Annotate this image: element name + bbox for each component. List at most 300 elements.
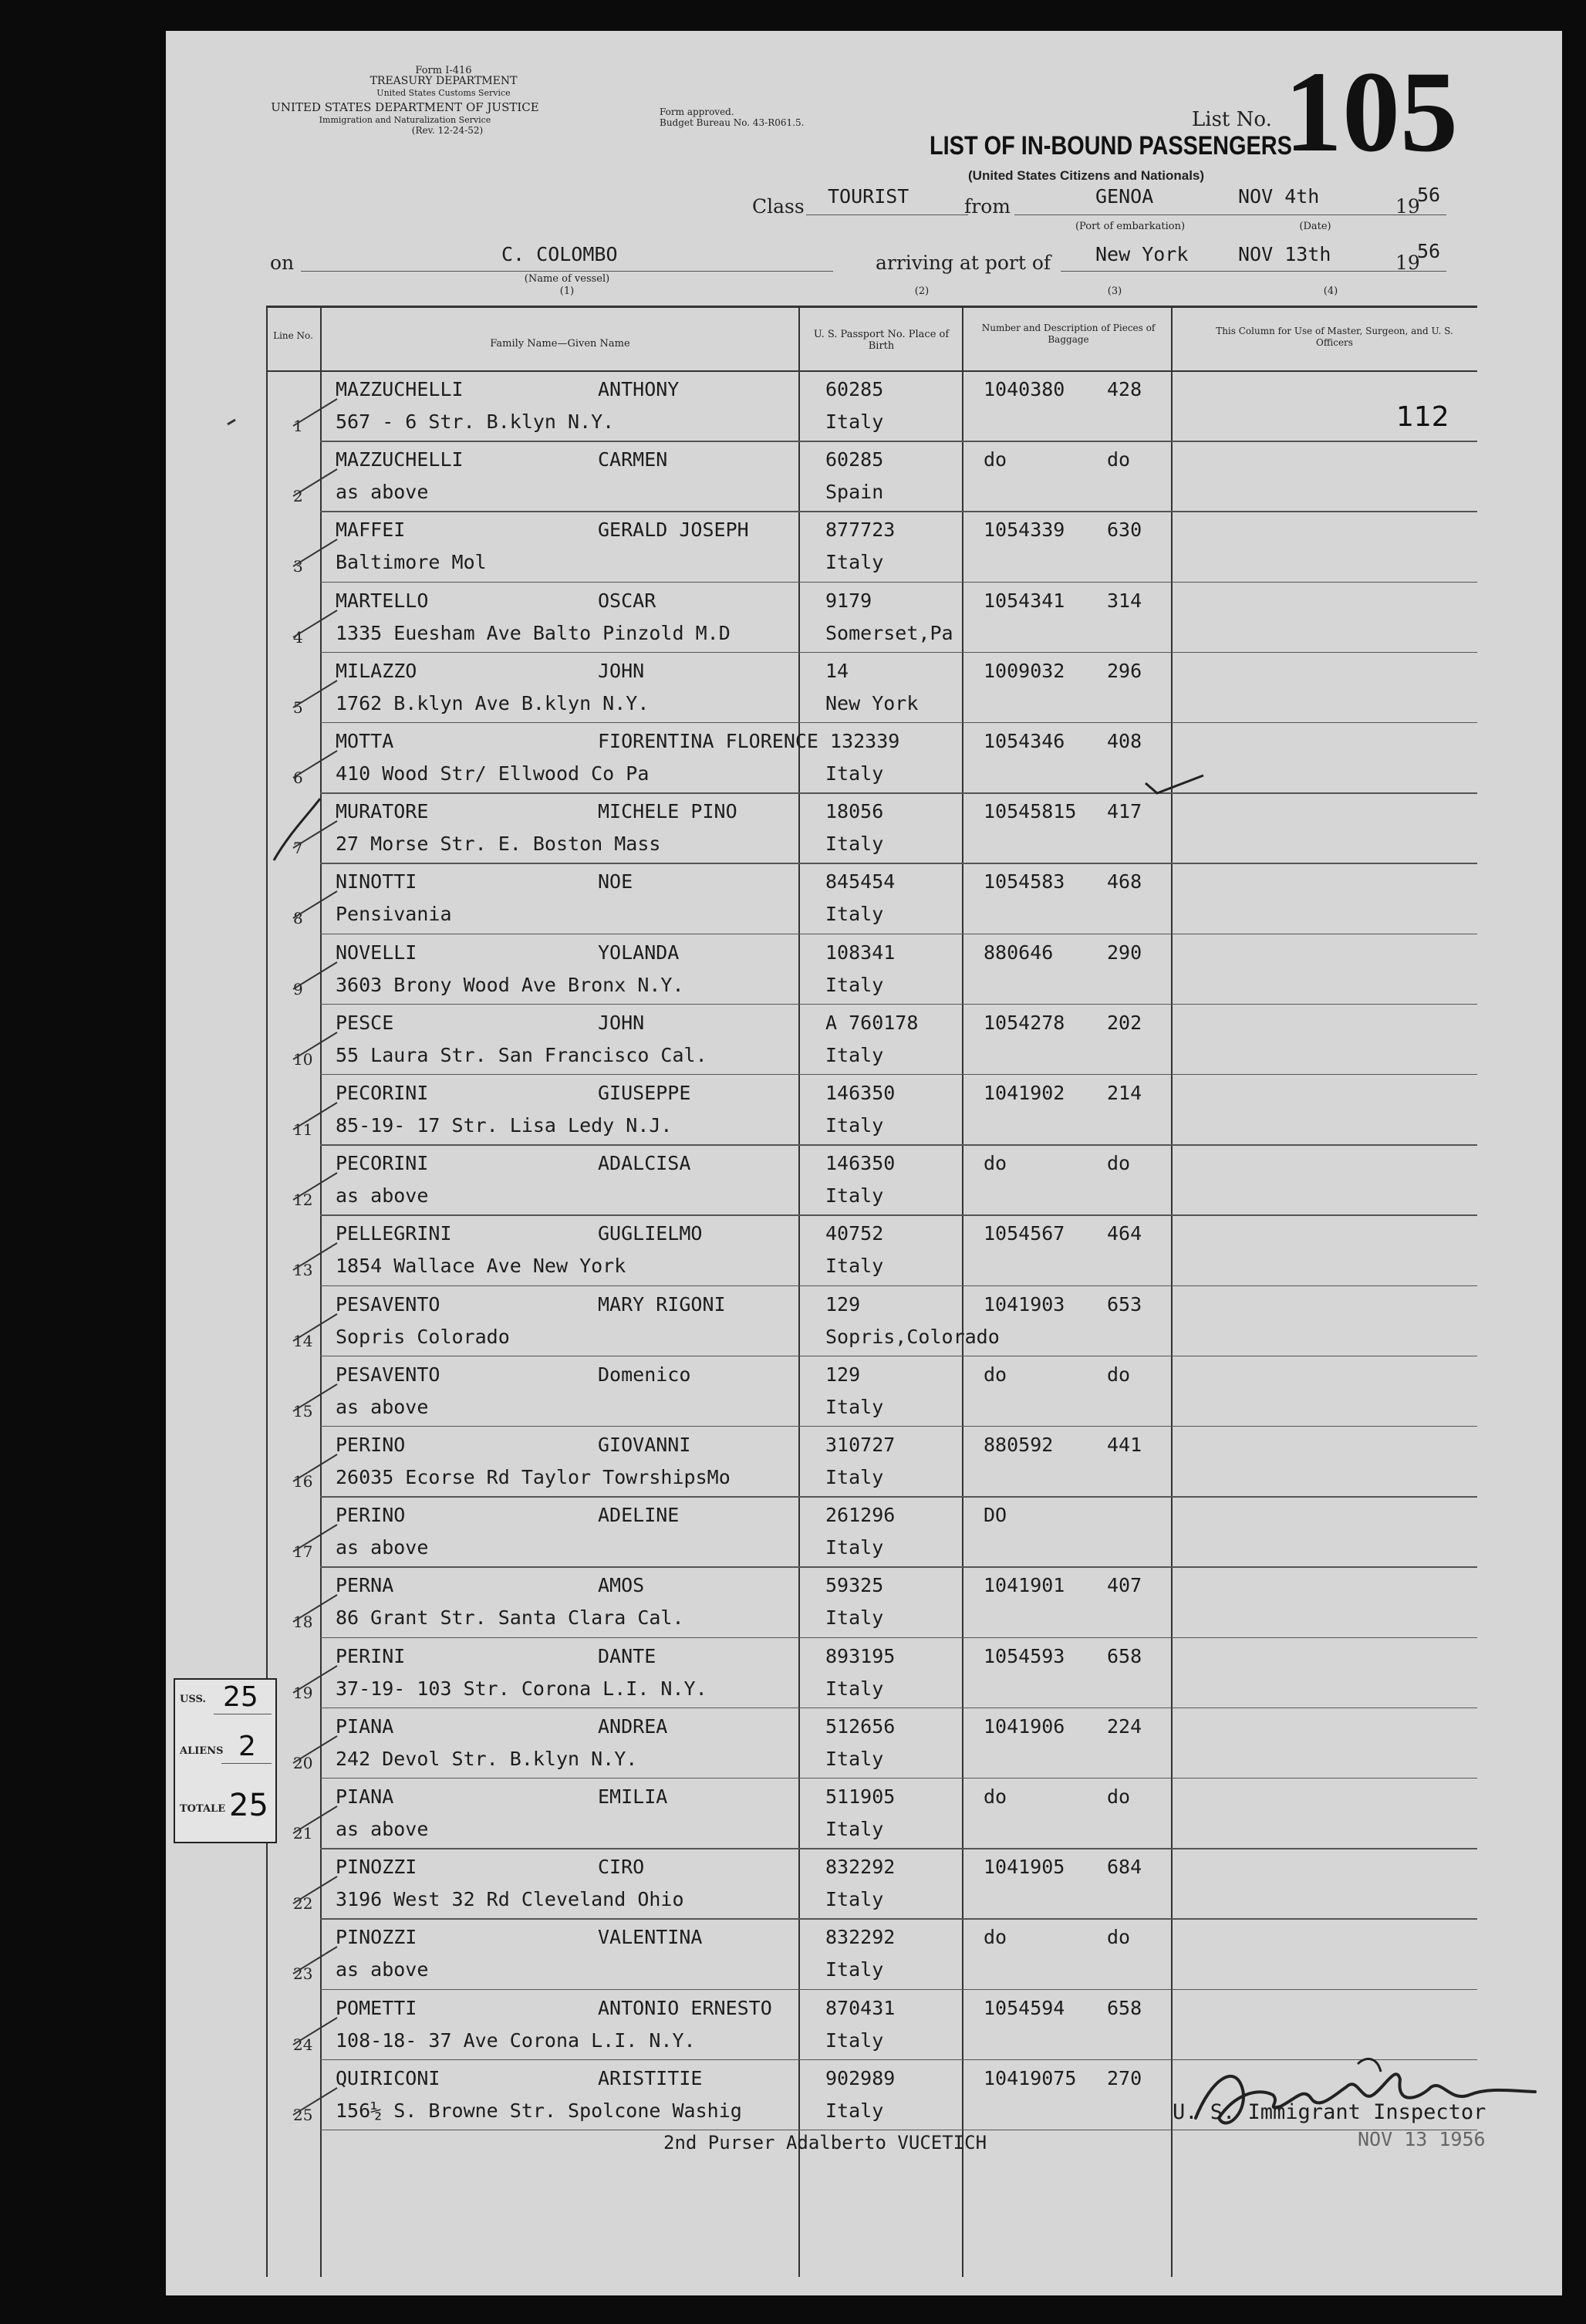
line-number: 8 xyxy=(293,909,303,928)
line-number: 6 xyxy=(293,768,303,787)
address: as above xyxy=(336,1184,429,1208)
line-number: 19 xyxy=(293,1683,313,1702)
family-name: PERINI xyxy=(336,1644,406,1667)
given-name: OSCAR xyxy=(598,589,656,612)
officer-note: 112 xyxy=(1396,401,1449,433)
check-tick-icon xyxy=(289,735,343,789)
check-tick-icon xyxy=(289,524,343,578)
passport-number: 511905 xyxy=(825,1785,896,1808)
baggage-pieces: do xyxy=(1107,1926,1131,1949)
given-name: GIOVANNI xyxy=(598,1434,691,1456)
tally-aliens-value: 2 xyxy=(238,1731,256,1762)
baggage-pieces: 224 xyxy=(1107,1714,1142,1738)
birth-place: Italy xyxy=(825,762,884,785)
list-no-label: List No. xyxy=(1192,108,1272,131)
line-number: 15 xyxy=(293,1401,313,1420)
line-number: 16 xyxy=(293,1472,313,1491)
check-tick-icon xyxy=(289,1017,343,1071)
check-tick-icon xyxy=(289,1931,343,1985)
family-name: NOVELLI xyxy=(336,941,417,964)
address: 37-19- 103 Str. Corona L.I. N.Y. xyxy=(336,1677,707,1700)
passport-number: 512656 xyxy=(825,1714,896,1738)
baggage-number: 1041905 xyxy=(984,1856,1065,1879)
col-header-baggage: Number and Description of Pieces of Baggage xyxy=(981,323,1156,345)
address: Pensivania xyxy=(336,903,452,926)
passport-number: 310727 xyxy=(825,1434,896,1456)
line-number: 22 xyxy=(293,1894,313,1914)
customs-service: United States Customs Service xyxy=(376,88,511,98)
justice-dept: UNITED STATES DEPARTMENT OF JUSTICE xyxy=(271,100,539,114)
family-name: PINOZZI xyxy=(336,1856,417,1879)
vessel-num: (1) xyxy=(559,285,575,297)
address: 1762 B.klyn Ave B.klyn N.Y. xyxy=(336,691,650,714)
arriving-label: arriving at port of xyxy=(876,252,1051,274)
arriving-underline xyxy=(1061,271,1446,272)
vessel-name: C. COLOMBO xyxy=(501,243,618,265)
address: as above xyxy=(336,1958,429,1981)
line-number: 21 xyxy=(293,1824,313,1843)
check-tick-icon xyxy=(289,1228,343,1282)
baggage-number: 1054583 xyxy=(984,870,1065,893)
table-row xyxy=(166,1287,1562,1357)
check-tick-icon xyxy=(289,947,343,1001)
table-row xyxy=(166,1568,1562,1638)
from-label: from xyxy=(964,195,1011,218)
birth-place: Italy xyxy=(825,1114,884,1137)
address: 242 Devol Str. B.klyn N.Y. xyxy=(336,1747,638,1770)
family-name: PESAVENTO xyxy=(336,1363,440,1386)
line-number: 14 xyxy=(293,1331,313,1350)
table-row xyxy=(166,1357,1562,1427)
passport-number: 59325 xyxy=(825,1574,884,1597)
birth-place: Italy xyxy=(825,2028,884,2052)
table-row xyxy=(166,1005,1562,1076)
baggage-number: 1041906 xyxy=(984,1714,1065,1738)
given-name: CARMEN xyxy=(598,448,668,471)
address: 3196 West 32 Rd Cleveland Ohio xyxy=(336,1888,684,1911)
birth-place: Italy xyxy=(825,1043,884,1066)
baggage-number: do xyxy=(984,448,1007,471)
address: Baltimore Mol xyxy=(336,551,487,574)
table-row xyxy=(166,1498,1562,1568)
passport-number: 40752 xyxy=(825,1222,884,1245)
given-name: CIRO xyxy=(598,1856,645,1879)
tally-aliens-line xyxy=(221,1763,272,1764)
family-name: MOTTA xyxy=(336,730,394,752)
line-number: 25 xyxy=(293,2105,313,2124)
tally-uss-label: USS. xyxy=(180,1694,206,1705)
manifest-sheet xyxy=(166,31,1562,2295)
passport-number: 893195 xyxy=(825,1644,896,1667)
baggage-number: 1040380 xyxy=(984,378,1065,400)
birth-place: Spain xyxy=(825,481,884,504)
tally-total-label: TOTALE xyxy=(180,1803,226,1815)
check-tick-icon xyxy=(289,1369,343,1423)
birth-place: Italy xyxy=(825,903,884,926)
on-label: on xyxy=(270,252,295,274)
given-name: Domenico xyxy=(598,1363,691,1386)
family-name: MURATORE xyxy=(336,800,429,823)
check-tick-icon xyxy=(289,1157,343,1211)
passport-number: 129 xyxy=(825,1363,861,1386)
address: 86 Grant Str. Santa Clara Cal. xyxy=(336,1606,684,1630)
address: as above xyxy=(336,1536,429,1559)
birth-place: Italy xyxy=(825,551,884,574)
year-prefix-2: 19 xyxy=(1395,252,1420,274)
tally-total-value: 25 xyxy=(229,1788,268,1823)
address: as above xyxy=(336,481,429,504)
tally-aliens-label: ALIENS xyxy=(180,1745,224,1757)
check-tick-icon xyxy=(289,1579,343,1633)
baggage-pieces: 417 xyxy=(1107,800,1142,823)
baggage-pieces: 630 xyxy=(1107,519,1142,542)
address: 410 Wood Str/ Ellwood Co Pa xyxy=(336,762,650,785)
baggage-number: 1054567 xyxy=(984,1222,1065,1245)
baggage-pieces: 441 xyxy=(1107,1434,1142,1456)
family-name: MARTELLO xyxy=(336,589,429,612)
family-name: NINOTTI xyxy=(336,870,417,893)
baggage-number: 10419075 xyxy=(984,2066,1077,2089)
baggage-pieces: do xyxy=(1107,1785,1131,1808)
baggage-pieces: 658 xyxy=(1107,1996,1142,2019)
family-name: PIANA xyxy=(336,1785,394,1808)
birth-place: Italy xyxy=(825,1818,884,1840)
baggage-number: 1054593 xyxy=(984,1644,1065,1667)
birth-place: Italy xyxy=(825,1888,884,1911)
baggage-pieces: 468 xyxy=(1107,870,1142,893)
table-row xyxy=(166,1709,1562,1779)
col-header-officers: This Column for Use of Master, Surgeon, and U. S. Officers xyxy=(1216,326,1453,348)
baggage-pieces: 296 xyxy=(1107,659,1142,682)
table-row xyxy=(166,583,1562,654)
birth-place: Italy xyxy=(825,1395,884,1418)
address: 27 Morse Str. E. Boston Mass xyxy=(336,833,661,856)
ins-service: Immigration and Naturalization Service xyxy=(319,115,491,125)
embarkation-caption: (Port of embarkation) xyxy=(1075,221,1186,232)
birth-place: Somerset,Pa xyxy=(825,621,953,644)
table-top-border xyxy=(266,306,1477,308)
baggage-number: DO xyxy=(984,1504,1007,1527)
given-name: ARISTITIE xyxy=(598,2066,703,2089)
check-tick-icon xyxy=(289,1439,343,1493)
given-name: DANTE xyxy=(598,1644,656,1667)
check-tick-icon xyxy=(289,806,343,860)
passport-number: 832292 xyxy=(825,1856,896,1879)
baggage-pieces: 290 xyxy=(1107,941,1142,964)
form-number: Form I-416 xyxy=(415,65,472,76)
baggage-pieces: 464 xyxy=(1107,1222,1142,1245)
page-subtitle: (United States Citizens and Nationals) xyxy=(968,168,1205,183)
date-num: (4) xyxy=(1323,285,1338,297)
passport-number: 60285 xyxy=(825,448,884,471)
line-number: 5 xyxy=(293,698,303,717)
given-name: ADALCISA xyxy=(598,1152,691,1175)
family-name: POMETTI xyxy=(336,1996,417,2019)
line-number: 12 xyxy=(293,1191,313,1210)
inspector-title: U. S. Immigrant Inspector xyxy=(1173,2100,1486,2124)
table-row xyxy=(166,1076,1562,1146)
check-tick-icon xyxy=(289,2072,343,2126)
given-name: MARY RIGONI xyxy=(598,1292,726,1316)
given-name: AMOS xyxy=(598,1574,645,1597)
baggage-number: 1041903 xyxy=(984,1292,1065,1316)
year-prefix-1: 19 xyxy=(1395,195,1420,218)
passport-number: 877723 xyxy=(825,519,896,542)
baggage-pieces: 314 xyxy=(1107,589,1142,612)
table-row xyxy=(166,724,1562,794)
tally-uss-value: 25 xyxy=(223,1681,258,1713)
family-name: PERINO xyxy=(336,1504,406,1527)
baggage-pieces: do xyxy=(1107,448,1131,471)
baggage-pieces: 202 xyxy=(1107,1011,1142,1034)
line-number: 17 xyxy=(293,1542,313,1562)
port-num: (3) xyxy=(1107,285,1122,297)
baggage-number: do xyxy=(984,1926,1007,1949)
passport-number: 129 xyxy=(825,1292,861,1316)
birth-place: New York xyxy=(825,691,919,714)
passport-number: 60285 xyxy=(825,378,884,400)
address: Sopris Colorado xyxy=(336,1325,510,1348)
birth-place: Italy xyxy=(825,1747,884,1770)
family-name: MILAZZO xyxy=(336,659,417,682)
baggage-pieces: do xyxy=(1107,1152,1131,1175)
form-approved: Form approved. xyxy=(660,106,734,117)
line-number: 1 xyxy=(293,417,303,435)
baggage-number: 1041901 xyxy=(984,1574,1065,1597)
table-row xyxy=(166,654,1562,724)
address: 85-19- 17 Str. Lisa Ledy N.J. xyxy=(336,1114,673,1137)
col-header-passport: U. S. Passport No. Place of Birth xyxy=(813,329,950,352)
col-header-name: Family Name—Given Name xyxy=(490,338,630,350)
given-name: GUGLIELMO xyxy=(598,1222,703,1245)
family-name: PINOZZI xyxy=(336,1926,417,1949)
table-row xyxy=(166,794,1562,864)
family-name: MAZZUCHELLI xyxy=(336,448,464,471)
address: 156½ S. Browne Str. Spolcone Washig xyxy=(336,2099,742,2122)
check-tick-icon xyxy=(289,454,343,508)
birth-place: Italy xyxy=(825,1606,884,1630)
birth-place: Italy xyxy=(825,1677,884,1700)
baggage-pieces: 408 xyxy=(1107,730,1142,752)
table-row xyxy=(166,935,1562,1005)
given-name: MICHELE PINO xyxy=(598,800,737,823)
family-name: MAZZUCHELLI xyxy=(336,378,464,400)
given-name: YOLANDA xyxy=(598,941,680,964)
purser-name: 2nd Purser Adalberto VUCETICH xyxy=(663,2132,987,2153)
check-tick-icon xyxy=(289,1650,343,1704)
table-row xyxy=(166,442,1562,512)
passport-number: 870431 xyxy=(825,1996,896,2019)
arrival-date: NOV 13th xyxy=(1238,243,1331,265)
birth-place: Italy xyxy=(825,833,884,856)
family-name: MAFFEI xyxy=(336,519,406,542)
check-tick-icon xyxy=(289,876,343,930)
family-name: PECORINI xyxy=(336,1152,429,1175)
baggage-pieces: 407 xyxy=(1107,1574,1142,1597)
address: 1854 Wallace Ave New York xyxy=(336,1255,626,1278)
passport-number: 902989 xyxy=(825,2066,896,2089)
check-tick-icon xyxy=(289,1509,343,1563)
family-name: PESAVENTO xyxy=(336,1292,440,1316)
baggage-pieces: 658 xyxy=(1107,1644,1142,1667)
baggage-pieces: 653 xyxy=(1107,1292,1142,1316)
passport-number: 108341 xyxy=(825,941,896,964)
birth-place: Italy xyxy=(825,1184,884,1208)
birth-place: Italy xyxy=(825,973,884,996)
given-name: JOHN xyxy=(598,1011,645,1034)
birth-place: Italy xyxy=(825,410,884,433)
departure-year: 56 xyxy=(1417,184,1441,206)
check-tick-icon xyxy=(289,383,343,437)
check-tick-icon xyxy=(289,665,343,719)
arriving-num: (2) xyxy=(914,285,930,297)
given-name: VALENTINA xyxy=(598,1926,703,1949)
baggage-pieces: 270 xyxy=(1107,2066,1142,2089)
table-row xyxy=(166,1779,1562,1849)
family-name: PERNA xyxy=(336,1574,394,1597)
birth-place: Italy xyxy=(825,1466,884,1488)
baggage-pieces: 684 xyxy=(1107,1856,1142,1879)
family-name: PELLEGRINI xyxy=(336,1222,452,1245)
given-name: FIORENTINA FLORENCE 132339 xyxy=(598,730,900,752)
table-row xyxy=(166,864,1562,934)
check-tick-icon xyxy=(289,1791,343,1845)
class-value: TOURIST xyxy=(828,185,909,208)
check-tick-icon xyxy=(289,1087,343,1141)
passport-number: A 760178 xyxy=(825,1011,919,1034)
arrival-port: New York xyxy=(1095,243,1189,265)
line-number: 20 xyxy=(293,1753,313,1772)
table-row xyxy=(166,1639,1562,1709)
table-row xyxy=(166,1216,1562,1286)
check-tick-icon xyxy=(289,1299,343,1353)
passport-number: 845454 xyxy=(825,870,896,893)
line-number: 13 xyxy=(293,1261,313,1280)
tally-box xyxy=(174,1678,277,1843)
family-name: PIANA xyxy=(336,1714,394,1738)
address: as above xyxy=(336,1818,429,1840)
col-header-line: Line No. xyxy=(273,330,313,341)
passport-number: 146350 xyxy=(825,1082,896,1104)
line-number: 3 xyxy=(293,557,303,576)
family-name: PERINO xyxy=(336,1434,406,1456)
line-number: 24 xyxy=(293,2035,313,2054)
list-number: 105 xyxy=(1284,48,1458,176)
table-row xyxy=(166,372,1562,442)
line-number: 23 xyxy=(293,1964,313,1984)
baggage-number: 1054594 xyxy=(984,1996,1065,2019)
address: 3603 Brony Wood Ave Bronx N.Y. xyxy=(336,973,684,996)
treasury-dept: TREASURY DEPARTMENT xyxy=(370,75,518,87)
table-row xyxy=(166,1920,1562,1990)
given-name: GIUSEPPE xyxy=(598,1082,691,1104)
passport-number: 18056 xyxy=(825,800,884,823)
table-row xyxy=(166,1146,1562,1216)
given-name: GERALD JOSEPH xyxy=(598,519,749,542)
birth-place: Sopris,Colorado xyxy=(825,1325,1000,1348)
birth-place: Italy xyxy=(825,2099,884,2122)
baggage-pieces: do xyxy=(1107,1363,1131,1386)
budget-bureau: Budget Bureau No. 43-R061.5. xyxy=(660,117,805,128)
baggage-number: do xyxy=(984,1152,1007,1175)
check-tick-icon xyxy=(289,595,343,649)
given-name: ADELINE xyxy=(598,1504,680,1527)
address: 1335 Euesham Ave Balto Pinzold M.D xyxy=(336,621,731,644)
check-tick-icon xyxy=(289,1861,343,1915)
birth-place: Italy xyxy=(825,1958,884,1981)
passport-number: 832292 xyxy=(825,1926,896,1949)
vessel-caption: (Name of vessel) xyxy=(524,273,610,285)
baggage-pieces: 214 xyxy=(1107,1082,1142,1104)
check-tick-icon xyxy=(289,2002,343,2056)
family-name: PESCE xyxy=(336,1011,394,1034)
departure-date: NOV 4th xyxy=(1238,185,1320,208)
table-row xyxy=(166,512,1562,583)
arrival-year: 56 xyxy=(1417,240,1441,262)
line-number: 10 xyxy=(293,1049,313,1069)
baggage-pieces: 428 xyxy=(1107,378,1142,400)
form-revision: (Rev. 12-24-52) xyxy=(411,125,484,136)
family-name: QUIRICONI xyxy=(336,2066,440,2089)
class-underline xyxy=(806,214,968,215)
address: as above xyxy=(336,1395,429,1418)
baggage-number: 1054339 xyxy=(984,519,1065,542)
baggage-number: 1054346 xyxy=(984,730,1065,752)
date-caption: (Date) xyxy=(1299,221,1331,232)
address: 55 Laura Str. San Francisco Cal. xyxy=(336,1043,707,1066)
line-number: 9 xyxy=(293,979,303,998)
address: 567 - 6 Str. B.klyn N.Y. xyxy=(336,410,615,433)
given-name: JOHN xyxy=(598,659,645,682)
from-underline xyxy=(1014,214,1446,215)
passport-number: 14 xyxy=(825,659,849,682)
baggage-number: 10545815 xyxy=(984,800,1077,823)
line-number: 18 xyxy=(293,1613,313,1632)
given-name: ANTHONY xyxy=(598,378,680,400)
baggage-number: do xyxy=(984,1363,1007,1386)
given-name: NOE xyxy=(598,870,633,893)
baggage-number: 1054341 xyxy=(984,589,1065,612)
birth-place: Italy xyxy=(825,1536,884,1559)
class-label: Class xyxy=(752,195,805,218)
embarkation-port: GENOA xyxy=(1095,185,1154,208)
line-number: 2 xyxy=(293,487,303,506)
given-name: ANDREA xyxy=(598,1714,668,1738)
line-number: 7 xyxy=(293,839,303,858)
inspector-stamp-date: NOV 13 1956 xyxy=(1358,2128,1486,2150)
passport-number: 9179 xyxy=(825,589,872,612)
baggage-number: 1009032 xyxy=(984,659,1065,682)
passport-number: 261296 xyxy=(825,1504,896,1527)
line-number: 11 xyxy=(293,1120,313,1139)
given-name: EMILIA xyxy=(598,1785,668,1808)
check-tick-icon xyxy=(289,1721,343,1775)
given-name: ANTONIO ERNESTO xyxy=(598,1996,772,2019)
address: 108-18- 37 Ave Corona L.I. N.Y. xyxy=(336,2028,696,2052)
baggage-number: 880646 xyxy=(984,941,1054,964)
family-name: PECORINI xyxy=(336,1082,429,1104)
address: 26035 Ecorse Rd Taylor TowrshipsMo xyxy=(336,1466,731,1488)
table-row xyxy=(166,1427,1562,1498)
baggage-number: do xyxy=(984,1785,1007,1808)
vessel-underline xyxy=(301,271,833,272)
line-number: 4 xyxy=(293,627,303,647)
birth-place: Italy xyxy=(825,1255,884,1278)
passport-number: 146350 xyxy=(825,1152,896,1175)
baggage-number: 880592 xyxy=(984,1434,1054,1456)
table-row xyxy=(166,1849,1562,1920)
page-title: LIST OF IN-BOUND PASSENGERS xyxy=(930,131,1292,160)
